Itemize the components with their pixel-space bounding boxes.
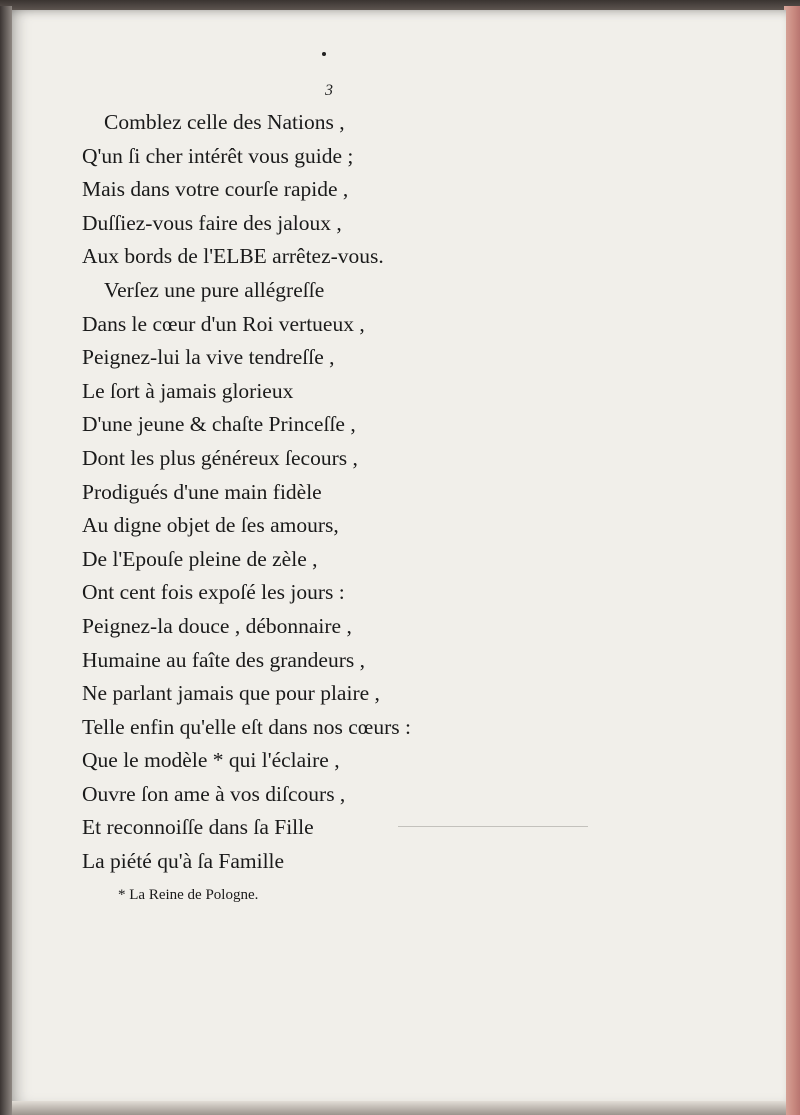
binding-edge-left [0,6,12,1115]
poem-line: Q'un ſi cher intérêt vous guide ; [82,143,354,168]
poem-line: Humaine au faîte des grandeurs , [82,647,365,672]
poem-line: Dont les plus généreux ſecours , [82,445,358,470]
page-number: 3 [325,82,333,99]
poem-line: La piété qu'à ſa Famille [82,849,285,874]
poem-line: Duſſiez-vous faire des jaloux , [82,210,342,235]
page-edge-bottom [12,1101,786,1115]
poem-line: Comblez celle des Nations , [104,110,345,134]
poem-line: Au digne objet de ſes amours, [82,513,339,538]
poem-text [82,106,552,879]
poem-line: Prodigués d'une main fidèle [82,479,322,504]
poem-line: Que le modèle * qui l'éclaire , [82,748,340,773]
poem-line: Verſez une pure allégreſſe [104,277,325,302]
poem-line: Dans le cœur d'un Roi vertueux , [82,311,365,336]
poem-line: Peignez-lui la vive tendreſſe , [82,345,335,370]
poem-line: Ouvre ſon ame à vos diſcours , [82,781,346,806]
poem-line: Telle enfin qu'elle eſt dans nos cœurs : [82,714,411,739]
poem-line: Peignez-la douce , débonnaire , [82,613,352,638]
poem-line: Ne parlant jamais que pour plaire , [82,681,380,706]
poem-line: Et reconnoiſſe dans ſa Fille [82,815,314,840]
poem-line: De l'Epouſe pleine de zèle , [82,546,318,571]
poem-line: Aux bords de l'ELBE arrêtez-vous. [82,244,384,269]
poem-line: Ont cent fois expoſé les jours : [82,580,345,605]
poem-line: Le ſort à jamais glorieux [82,378,294,403]
poem-line: Mais dans votre courſe rapide , [82,177,349,202]
footnote: * La Reine de Pologne. [118,887,259,903]
ink-dot [322,52,326,56]
poem-line: D'une jeune & chaſte Princeſſe , [82,412,356,437]
cover-board-right [784,6,800,1115]
